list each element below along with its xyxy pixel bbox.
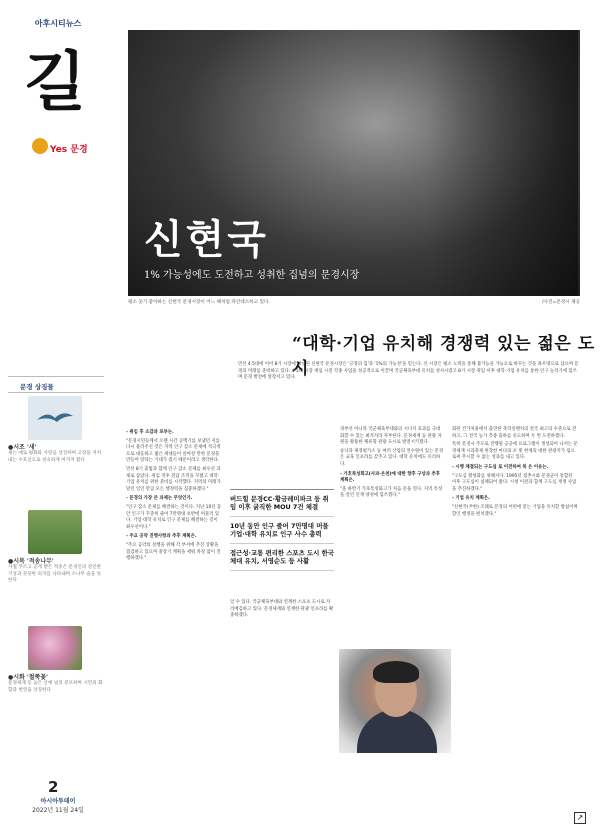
pull-quote: “대학·기업 유치해 경쟁력 있는 젊은 도시 — [292, 334, 595, 379]
column-paragraph: "구도심 활성화를 위해서다. 1995년 점촌시와 문경군이 통합된 이후 구도심이 침체되어 왔다. 시청 이전과 함께 구도심 재생 사업을 추진하겠다." — [452, 473, 577, 492]
lead-paragraph: 민선 4·5대에 이어 8기 시장에 당선된 신현국 문경시장은 '긍정의 힘'과 '1%의 가능성'을 믿는다. 신 시장은 평소 노력을 통해 불가능을 가능으로 바꾸는 것을 좌우명으로 삼으며 문경의 미래를 준비하고 있다. 4·5대 시장 재임 시절 각종 사업을 성공적으로 이끌며 국군체육부대 유치를 성사시켰고 8기 시장 취임 이후 대학·기업 유치를 통한 인구 늘리기에 힘쓰며 문경 발전에 앞장서고 있다. — [238, 362, 579, 381]
column-paragraph: - 기업 유치 계획은. — [452, 496, 490, 502]
article-column-4 — [452, 427, 578, 520]
subject-subtitle: 1% 가능성에도 도전하고 성취한 집념의 문경시장 — [144, 270, 360, 281]
photo-credit: /사진=문경시 제공 — [542, 300, 580, 305]
publication-name: 아후시티뉴스 — [34, 19, 82, 28]
brand-logo — [30, 130, 90, 158]
column-paragraph: - 취임 후 소감과 포부는. — [126, 430, 174, 435]
inset-hair — [373, 661, 419, 683]
article-column-3 — [340, 427, 444, 502]
symbol-bird — [8, 396, 104, 464]
article-column-1 — [126, 427, 222, 565]
footer-publication: 아시아투데이 — [40, 798, 76, 805]
photo-caption-text: 평소 웃기 좋아하는 신현국 문경시장이 어느 때처럼 파안대소하고 있다. — [128, 300, 270, 305]
column-paragraph: 경부선 아니라 국군체육부대와의 시너지 효과를 극대화할 수 있는 최적지라 자부한다. 문경새재 등 관광 자원을 활용한 체류형 관광 도시로 발전시키겠다. — [340, 427, 442, 446]
summary-item: 버드힐 문경CC·황금레미파크 등 취임 이후 굵직한 MOU 7건 체결 — [230, 490, 334, 517]
divider — [8, 376, 104, 377]
symbol-title: ●시화 '철쭉꽃' — [8, 674, 48, 681]
tree-image — [28, 510, 82, 554]
column-paragraph: "인구 감소 문제를 해결하는 것이다. 지난 10년 동안 인구가 꾸준히 줄어 7만명대 초반에 머물러 있다. 기업·대학 유치로 인구 문제를 해결하는 것이 최우선이다." — [126, 504, 222, 530]
symbols-section-title: 문경 상징물 — [20, 383, 54, 391]
symbol-flower — [8, 626, 104, 694]
sidebar-big-title-text: 길 — [24, 45, 86, 118]
column-paragraph: "올 하반기 가호특성화고가 처음 문을 연다. 지역 특성을 살린 인재 양성에 힘쓰겠다." — [340, 486, 443, 499]
hero-photo — [128, 30, 580, 296]
symbol-tree — [8, 510, 104, 585]
page-number: 2 — [48, 778, 59, 796]
column-paragraph: - 주요 공약 진행사항과 추후 계획은. — [126, 534, 197, 540]
symbol-desc: 사철 푸르고 곧게 뻗은 적송은 문경인의 강인한 기상과 꿋꿋한 의지를 나타내며 소나무 숲을 뜻한다 — [8, 565, 102, 584]
summary-box — [230, 489, 334, 571]
subject-name: 신현국 — [144, 216, 269, 263]
column-paragraph: "문경시민들께서 오랜 시간 공백기를 보냈던 저를 다시 불러주신 것은 지역 인구 감소 문제에 적극적으로 대응하고 젊은 세대들이 살아갈 만한 문경을 만들어 달라는 기대가 컸기 때문이라고 생각한다. — [126, 438, 221, 464]
column-paragraph: - 가호특성화고(사과·온천)에 대한 향후 구상과 추후 계획은. — [340, 471, 440, 484]
column-paragraph: "주요 공약의 실행을 위해 각 부서에 추진 상황을 점검하고 있으며 중장기 계획을 세워 차질 없이 진행하겠다." — [126, 542, 221, 562]
sidebar-big-title — [15, 38, 95, 118]
symbol-title: ●시목 '적송나무' — [8, 558, 54, 565]
flower-image — [28, 626, 82, 670]
symbol-title: ●시조 '새' — [8, 444, 37, 451]
symbol-desc: 새는 예로 평화와 사랑을 상징하며 고장을 지켜내는 수호신으로 친숙하게 여겨져 왔다 — [8, 451, 102, 463]
brand-logo-text: Yes 문경 — [50, 145, 88, 155]
column-paragraph: 민선 8기 출범과 함께 인구 감소 문제를 최우선 과제로 삼았다. 취임 직후 전담 조직을 꾸렸고 대학·기업 유치를 위한 준비를 시작했다. 지역의 미래가 달린 일인 만큼 모든 행정력을 집중하겠다." — [126, 466, 221, 492]
photo-caption — [128, 299, 580, 305]
column-paragraph: - 문경의 가장 큰 과제는 무엇인가. — [126, 496, 193, 502]
summary-item: 10년 동안 인구 줄어 7만명대 머물 기업·대학 유치로 인구 사수 총력 — [230, 517, 334, 544]
column-paragraph: 회관 건가처용에서 출연한 축학실랜처의 전국 최고의 수준으로 전하고, 그 전국 농가 측종 출하를 유도하며 두 번 도전하겠다. — [452, 427, 577, 439]
column-paragraph: 특히 문경시 주도로 진행될 공공에 프로그램이 생성되어 나서는 문경새재 시과축제 현장한 마다의 포 빛 현재의 대한 관광지가 됨으로써 무시할 수 없는 성과를 내고 있다. — [452, 442, 578, 461]
expand-icon[interactable]: ↗ — [574, 812, 586, 824]
summary-item: 접근성·교통 편리한 스포츠 도시 한국체대 유치, 서영순도 등 사활 — [230, 544, 334, 571]
column-paragraph: - 시행 체결되는 구도심 로 이전하여 복 은 이유는. — [452, 464, 549, 470]
column-paragraph: 일 수 있다. 국군체육부대와 연계한 스포츠 도시로 자리매김하고 있다. 문경새재와 연계한 관광 인프라를 확충하겠다. — [230, 600, 334, 619]
bird-image — [28, 396, 82, 440]
symbol-desc: 문경새재 등 높은 산에 널리 분포하며 시민의 화합과 번영을 상징한다 — [8, 681, 103, 693]
column-paragraph: 승낙과 제경평가소 등 여러 산업의 연수원이 있는 문경은 교육 인프라를 갖추고 있다. 대학 유치에도 유리하다. — [340, 448, 444, 467]
left-sidebar — [0, 0, 115, 828]
column-paragraph: "신현국(尹한) 조례로 문경의 어떤에 맞는 기업을 유치할 방침이며 할인 행정을 펼치겠다." — [452, 504, 578, 517]
photo-shadow — [428, 30, 578, 296]
inset-photo — [339, 649, 451, 753]
footer-date: 2022년 11월 24일 — [32, 807, 84, 814]
article-column-2 — [230, 600, 334, 622]
divider — [8, 392, 104, 393]
bird-icon — [35, 408, 75, 428]
